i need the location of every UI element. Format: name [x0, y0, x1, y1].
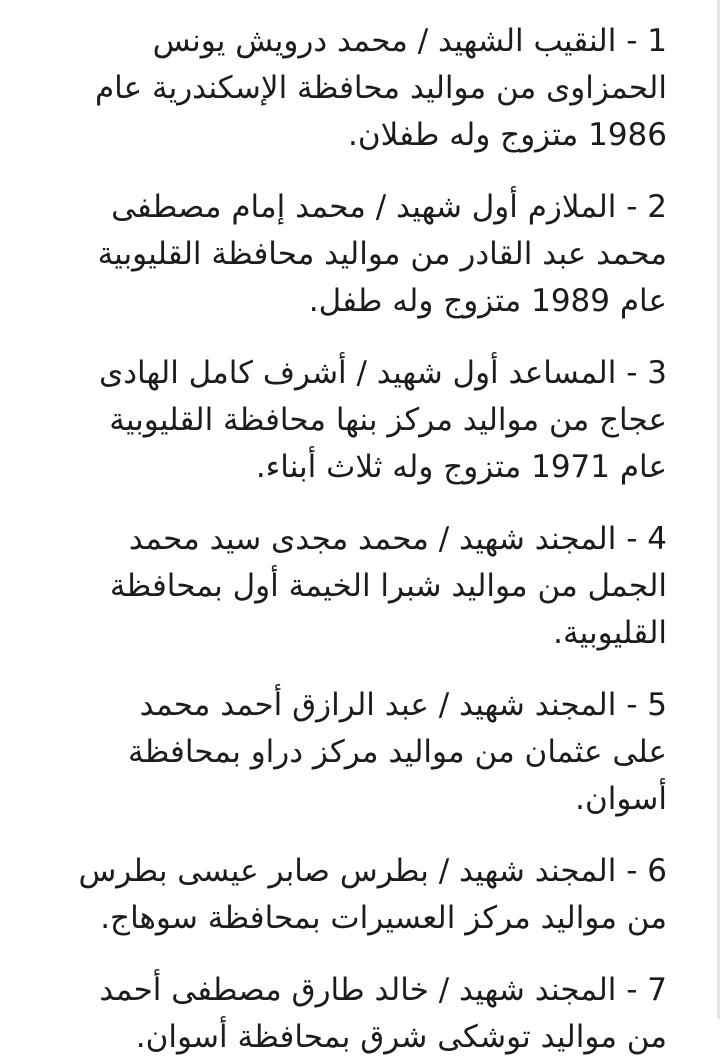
- list-item: 6 - المجند شهيد / بطرس صابر عيسى بطرس من مواليد مركز العسيرات بمحافظة سوهاج.: [78, 853, 667, 936]
- martyrs-list: [0, 18, 715, 1061]
- list-item: 4 - المجند شهيد / محمد مجدى سيد محمد الجمل من مواليد شبرا الخيمة أول بمحافظة القليوبية.: [109, 521, 667, 651]
- list-item: 7 - المجند شهيد / خالد طارق مصطفى أحمد من مواليد توشكى شرق بمحافظة أسوان.: [99, 972, 667, 1055]
- list-item: 3 - المساعد أول شهيد / أشرف كامل الهادى عجاج من مواليد مركز بنها محافظة القليوبية عام 1971 متزوج وله ثلاث أبناء.: [98, 355, 667, 485]
- list-item: 5 - المجند شهيد / عبد الرازق أحمد محمد على عثمان من مواليد مركز دراو بمحافظة أسوان.: [127, 687, 667, 817]
- list-item: 2 - الملازم أول شهيد / محمد إمام مصطفى محمد عبد القادر من مواليد محافظة القليوبية عام 1989 متزوج وله طفل.: [97, 189, 667, 319]
- list-item: 1 - النقيب الشهيد / محمد درويش يونس الحمزاوى من مواليد محافظة الإسكندرية عام 1986 متزوج وله طفلان.: [94, 23, 667, 153]
